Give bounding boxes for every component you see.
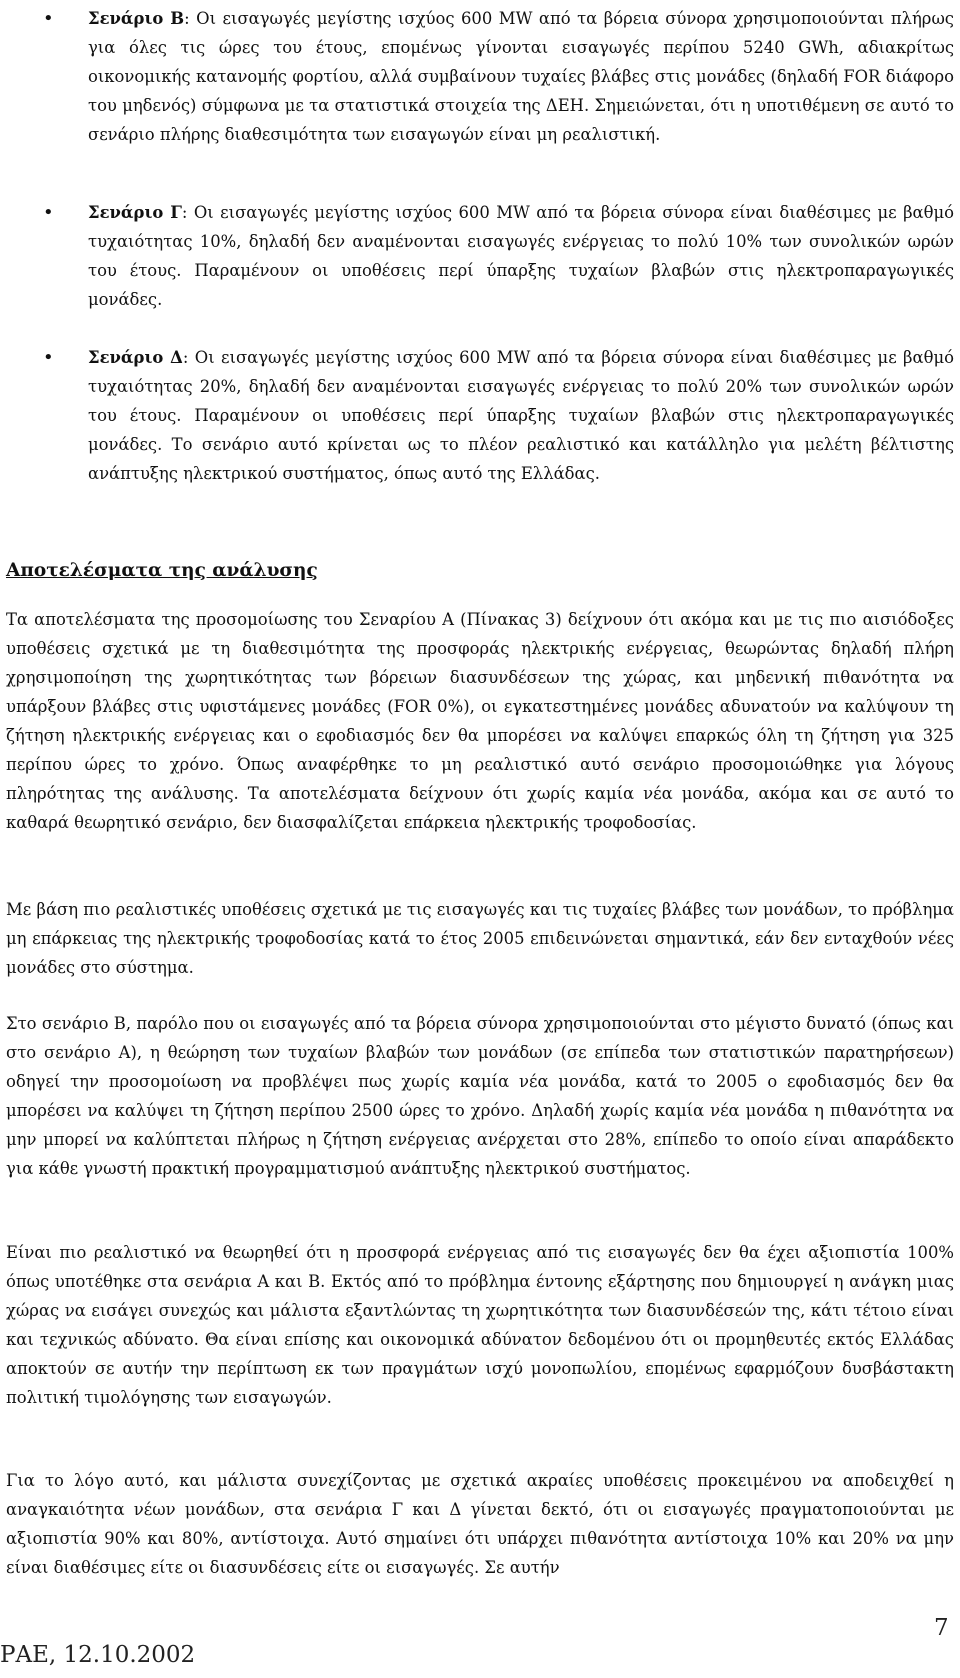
paragraph: Με βάση πιο ρεαλιστικές υποθέσεις σχετικά με τις εισαγωγές και τις τυχαίες βλάβες των μονάδων, το πρόβλημα μη επάρκειας της ηλεκτρικής τροφοδοσίας κατά το έτος 2005 επιδεινώνεται σημαντικά, εάν δεν ενταχθούν νέες μονάδες στο σύστημα.: [6, 900, 954, 977]
scenario-text: : Οι εισαγωγές μεγίστης ισχύος 600 MW από τα βόρεια σύνορα χρησιμοποιούνται πλήρως για όλες τις ώρες του έτους, επομένως γίνονται εισαγωγές περίπου 5240 GWh, αδιακρίτως οικονομικής κατανομής φορτίου, αλλά συμβαίνουν τυχαίες βλάβες στις μονάδες (δηλαδή FOR διάφορο του μηδενός) σύμφωνα με τα στατιστικά στοιχεία της ΔΕΗ. Σημειώνεται, ότι η υποτιθέμενη σε αυτό το σενάριο πλήρης διαθεσιμότητα των εισαγωγών είναι μη ρεαλιστική.: [88, 9, 954, 144]
list-item: [43, 343, 954, 488]
bullet-icon: •: [43, 202, 54, 223]
bullet-icon: •: [43, 8, 54, 29]
paragraph: Τα αποτελέσματα της προσομοίωσης του Σεναρίου Α (Πίνακας 3) δείχνουν ότι ακόμα και με τις πιο αισιόδοξες υποθέσεις σχετικά με τη διαθεσιμότητα της προσφοράς ηλεκτρικής ενέργειας, θεωρώντας δηλαδή πλήρη χρησιμοποίηση της χωρητικότητας των βόρειων διασυνδέσεων της χώρας, και μηδενική πιθανότητα να υπάρξουν βλάβες στις υφιστάμενες μονάδες (FOR 0%), οι εγκατεστημένες μονάδες αδυνατούν να καλύψουν τη ζήτηση ηλεκτρικής ενέργειας και ο εφοδιασμός δεν θα μπορέσει να καλύψει επαρκώς όλη τη ζήτηση για 325 περίπου ώρες το χρόνο. Όπως αναφέρθηκε το μη ρεαλιστικό αυτό σενάριο προσομοιώθηκε για λόγους πληρότητας της ανάλυσης. Τα αποτελέσματα δείχνουν ότι χωρίς καμία νέα μονάδα, ακόμα και σε αυτό το καθαρά θεωρητικό σενάριο, δεν διασφαλίζεται επάρκεια ηλεκτρικής τροφοδοσίας.: [6, 610, 954, 832]
page-number: 7: [934, 1615, 949, 1641]
paragraph: Για το λόγο αυτό, και μάλιστα συνεχίζοντας με σχετικά ακραίες υποθέσεις προκειμένου να αποδειχθεί η αναγκαιότητα νέων μονάδων, στα σενάρια Γ και Δ γίνεται δεκτό, ότι οι εισαγωγές πραγματοποιούνται με αξιοπιστία 90% και 80%, αντίστοιχα. Αυτό σημαίνει ότι υπάρχει πιθανότητα αντίστοιχα 10% και 20% να μην είναι διαθέσιμες είτε οι διασυνδέσεις είτε οι εισαγωγές. Σε αυτήν: [6, 1471, 954, 1577]
scenario-title: Σενάριο Γ: [88, 203, 182, 222]
section-heading: Αποτελέσματα της ανάλυσης: [6, 560, 318, 581]
bullet-icon: •: [43, 347, 54, 368]
paragraph: Στο σενάριο Β, παρόλο που οι εισαγωγές από τα βόρεια σύνορα χρησιμοποιούνται στο μέγιστο δυνατό (όπως και στο σενάριο Α), η θεώρηση των τυχαίων βλαβών των μονάδων (σε επίπεδα των στατιστικών παρατηρήσεων) οδηγεί την προσομοίωση να προβλέψει πως χωρίς καμία νέα μονάδα, κατά το 2005 ο εφοδιασμός δεν θα μπορέσει να καλύψει τη ζήτηση περίπου 2500 ώρες το χρόνο. Δηλαδή χωρίς καμία νέα μονάδα η πιθανότητα να μην μπορεί να καλύπτεται πλήρως η ζήτηση ενέργειας ανέρχεται στο 28%, επίπεδο το οποίο είναι απαράδεκτο για κάθε γνωστή πρακτική προγραμματισμού ανάπτυξης ηλεκτρικού συστήματος.: [6, 1014, 954, 1178]
list-item: [43, 198, 954, 314]
paragraph: Είναι πιο ρεαλιστικό να θεωρηθεί ότι η προσφορά ενέργειας από τις εισαγωγές δεν θα έχει αξιοπιστία 100% όπως υποτέθηκε στα σενάρια Α και Β. Εκτός από το πρόβλημα έντονης εξάρτησης που δημιουργεί η ανάγκη μιας χώρας να εισάγει συνεχώς και μάλιστα εξαντλώντας τη χωρητικότητα των διασυνδέσεών της, κάτι τέτοιο είναι και τεχνικώς αδύνατο. Θα είναι επίσης και οικονομικά αδύνατον δεδομένου ότι οι προμηθευτές εκτός Ελλάδας αποκτούν σε αυτήν την περίπτωση εκ των πραγμάτων ισχύ μονοπωλίου, επομένως εφαρμόζουν δυσβάστακτη πολιτική τιμολόγησης των εισαγωγών.: [6, 1243, 954, 1407]
list-item: [43, 4, 954, 149]
scenario-text: : Οι εισαγωγές μεγίστης ισχύος 600 MW από τα βόρεια σύνορα είναι διαθέσιμες με βαθμό τυχαιότητας 20%, δηλαδή δεν αναμένονται εισαγωγές ενέργειας το πολύ 20% των συνολικών ωρών του έτους. Παραμένουν οι υποθέσεις περί ύπαρξης τυχαίων βλαβών στις ηλεκτροπαραγωγικές μονάδες. Το σενάριο αυτό κρίνεται ως το πλέον ρεαλιστικό και κατάλληλο για μελέτη βέλτιστης ανάπτυξης ηλεκτρικού συστήματος, όπως αυτό της Ελλάδας.: [88, 348, 954, 483]
scenario-title: Σενάριο Δ: [88, 348, 183, 367]
scenario-text: : Οι εισαγωγές μεγίστης ισχύος 600 MW από τα βόρεια σύνορα είναι διαθέσιμες με βαθμό τυχαιότητας 10%, δηλαδή δεν αναμένονται εισαγωγές ενέργειας το πολύ 10% των συνολικών ωρών του έτους. Παραμένουν οι υποθέσεις περί ύπαρξης τυχαίων βλαβών στις ηλεκτροπαραγωγικές μονάδες.: [88, 203, 954, 309]
scenario-title: Σενάριο Β: [88, 9, 185, 28]
footer-date: ΡΑΕ, 12.10.2002: [0, 1642, 196, 1668]
